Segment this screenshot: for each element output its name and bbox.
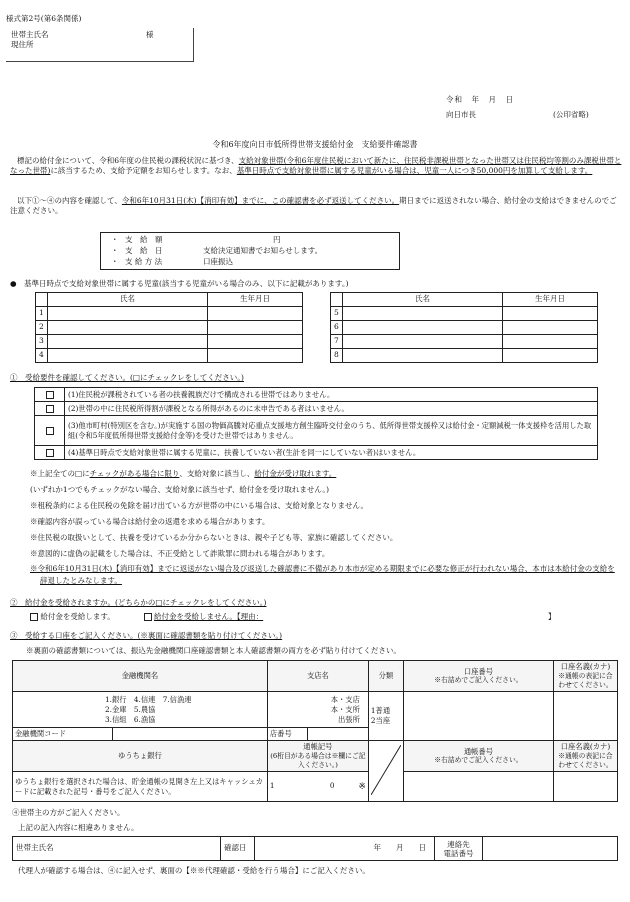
- institution-type-cell[interactable]: [13, 692, 268, 728]
- table-row: [36, 307, 303, 321]
- inst-type-1: 1.銀行 4.信連 7.信漁連: [105, 694, 192, 704]
- section3-heading: ③ 受給する口座をご記入ください。(※裏面に確認書類を貼り付けてください。): [10, 631, 283, 640]
- requirement-1-checkbox[interactable]: [46, 391, 54, 399]
- method-value: 口座振込: [203, 257, 233, 266]
- requirement-2: (2)世帯の中に住民税所得割が課税となる所得があるのに未申告である者はいません。: [65, 402, 598, 416]
- child-name-cell[interactable]: [48, 307, 208, 321]
- reason-close-bracket: 】: [548, 612, 556, 621]
- passbook-symbol-header: [267, 741, 368, 772]
- table-row: [331, 321, 598, 335]
- amount-label: 支 給 額: [125, 235, 163, 244]
- table-row: [331, 349, 598, 363]
- row-number: 4: [36, 349, 48, 363]
- amount-row: ・ 支 給 額 円: [111, 235, 281, 244]
- section2-heading: ② 給付金を受給されますか。(どちらかの□にチェックレをしてください。): [10, 598, 267, 607]
- child-name-cell[interactable]: [48, 335, 208, 349]
- col-holder-label: 口座名義(カナ): [560, 662, 611, 671]
- householder-sign-table: [12, 836, 618, 861]
- intro-p2-a: 以下①～④の内容を確認して、: [17, 196, 122, 205]
- payment-summary-box: [100, 232, 400, 270]
- note-3: ※租税条約による住民税の免除を届け出ている方が世帯の中にいる場合は、支給対象となりません。: [30, 501, 368, 510]
- inst-type-3: 3.信組 6.漁協: [105, 714, 156, 724]
- child-birth-cell[interactable]: [208, 307, 303, 321]
- account-number-cell[interactable]: [403, 692, 553, 741]
- section4-confirm: 上記の記入内容に相違ありません。: [18, 823, 139, 832]
- table-row: [35, 388, 598, 402]
- receive-yes-checkbox[interactable]: [30, 613, 38, 621]
- child-birth-cell[interactable]: [208, 321, 303, 335]
- date-label: 支 給 日: [125, 246, 163, 255]
- star-mark: ※: [358, 781, 366, 792]
- yucho-holder-note: ※通帳の表記に合わせてください。: [558, 751, 613, 770]
- receive-no-checkbox[interactable]: [144, 613, 152, 621]
- child-name-cell[interactable]: [48, 321, 208, 335]
- note-1-d: 給付金が受け取れます。: [254, 469, 337, 478]
- section4-footer: 代理人が確認する場合は、④に記入せず、裏面の【※※代理確認・受給を行う場合】にご記入ください。: [18, 866, 370, 875]
- note-1: [30, 469, 622, 479]
- yucho-description: ゆうちょ銀行を選択された場合は、貯金通帳の見開き左上又はキャッシュカードに記載された記号・番号をご記入ください。: [13, 772, 268, 802]
- branch-type-3: 出張所: [338, 714, 360, 724]
- sign-name-input[interactable]: [71, 837, 221, 861]
- row-number: 5: [331, 307, 343, 321]
- date-line: 令和 年 月 日: [446, 95, 514, 104]
- requirements-table: [34, 387, 598, 460]
- note-1-b: チェックがある場合に限り: [89, 469, 180, 478]
- inst-type-2: 2.金庫 5.農協: [105, 704, 156, 714]
- table-row: [331, 307, 598, 321]
- receive-no-label: 給付金を受給しません。【理由：: [153, 612, 264, 621]
- col-branch: 支店名: [267, 661, 368, 692]
- confirm-date-value[interactable]: 年 月 日: [255, 837, 435, 861]
- col-birth: 生年月日: [503, 293, 598, 307]
- note-1-a: ※上記全ての□に: [30, 469, 90, 478]
- section1-heading: ① 受給要件を確認してください。(□にチェックレをしてください。): [10, 373, 244, 382]
- col-birth: 生年月日: [208, 293, 303, 307]
- yucho-label: ゆうちょ銀行: [13, 741, 268, 772]
- digit-1: 1: [269, 780, 275, 790]
- table-row: [331, 335, 598, 349]
- method-label: 支 給 方 法: [125, 257, 163, 266]
- yucho-holder-header: [553, 741, 617, 772]
- child-birth-cell[interactable]: [208, 335, 303, 349]
- contact-input[interactable]: [483, 837, 618, 861]
- row-number: 2: [36, 321, 48, 335]
- col-institution: 金融機関名: [13, 661, 268, 692]
- table-row: [35, 416, 598, 446]
- child-birth-cell[interactable]: [503, 307, 598, 321]
- branch-type-cell[interactable]: [267, 692, 368, 728]
- form-id: 様式第2号(第6条関係): [6, 14, 82, 23]
- branch-type-2: 本・支所: [330, 704, 360, 714]
- yucho-holder-label: 口座名義(カナ): [560, 742, 611, 752]
- child-birth-cell[interactable]: [503, 349, 598, 363]
- col-name: 氏名: [343, 293, 503, 307]
- table-row: [36, 335, 303, 349]
- child-name-cell[interactable]: [48, 349, 208, 363]
- institution-code-label: 金融機関コード: [13, 728, 113, 741]
- intro-p1-b: 支給対象世帯(令和6年度住民税において新たに、住民税非課税世帯となった世帯又は住民税均等割のみ課税世帯となった世帯): [10, 156, 622, 176]
- intro-paragraph-1: [10, 156, 622, 176]
- contact-label: 連絡先 電話番号: [435, 837, 483, 861]
- intro-p1-a: 標記の給付金について、令和6年度の住民税の課税状況に基づき、: [17, 156, 239, 165]
- col-holder: [553, 661, 617, 692]
- note-4: ※確認内容が誤っている場合は給付金の返還を求める場合があります。: [30, 517, 270, 526]
- account-type-2: 2当座: [370, 716, 391, 726]
- account-note: ※右詰めでご記入ください。: [434, 676, 523, 685]
- yucho-number-header: [403, 741, 553, 772]
- section2-options: [30, 612, 590, 622]
- child-birth-cell[interactable]: [503, 321, 598, 335]
- intro-p1-d: 基準日時点で支給対象世帯に属する児童がいる場合は、児童一人につき50,000円を加算して支給します。: [236, 166, 593, 176]
- bank-account-table: [12, 660, 618, 802]
- account-holder-cell[interactable]: [553, 692, 617, 741]
- diagonal-cell: [368, 741, 403, 802]
- requirement-4: (4)基準日時点で支給対象世帯に属する児童に、扶養していない者(生計を同一にしていない者)はいません。: [65, 446, 598, 460]
- note-2: (いずれか1つでもチェックがない場合、支給対象に該当せず、給付金を受け取れません。): [30, 485, 329, 494]
- table-row: [35, 402, 598, 416]
- child-name-cell[interactable]: [343, 335, 503, 349]
- row-number: 3: [36, 335, 48, 349]
- bullet-icon: ●: [10, 279, 25, 288]
- holder-note: ※通帳の表記に合わせてください。: [558, 671, 613, 690]
- child-name-cell[interactable]: [343, 321, 503, 335]
- passbook-note: (6桁目がある場合は※欄にご記入ください。): [270, 751, 366, 770]
- confirm-date-label: 確認日: [221, 837, 255, 861]
- honorific: 様: [146, 30, 154, 39]
- intro-paragraph-2: [10, 196, 622, 216]
- diagonal-line-icon: [371, 745, 401, 795]
- col-type: 分類: [368, 661, 403, 692]
- table-row: [36, 321, 303, 335]
- child-name-cell[interactable]: [343, 349, 503, 363]
- col-name: 氏名: [48, 293, 208, 307]
- intro-p2-b: 令和6年10月31日(木)【消印有効】までに、この確認書を必ず返送してください。: [121, 196, 400, 205]
- account-type-cell[interactable]: [368, 692, 403, 741]
- requirement-3: (3)他市町村(特別区を含む。)が実施する国の物価高騰対応重点支援地方創生臨時交付金のうち、低所得世帯支援枠又は給付金・定額減税一体支援枠を活用した取組(令和5年度低所得世帯支援給付金等)を受けた世帯ではありません。: [65, 416, 598, 446]
- method-row: ・ 支 給 方 法 口座振込: [111, 257, 233, 266]
- seal-omitted-note: (公印省略): [553, 110, 589, 119]
- section3-note: ※裏面の確認書類については、振込先金融機関口座確認書類と本人確認書類の両方を必ず貼り付けてください。: [26, 646, 401, 655]
- passbook-label: 通帳記号: [303, 742, 333, 752]
- account-type-1: 1普通: [370, 706, 391, 716]
- householder-label: 世帯主氏名: [11, 30, 49, 39]
- yucho-number-label: 通帳番号: [463, 746, 493, 756]
- children-heading: [10, 279, 349, 289]
- householder-box: [6, 28, 194, 62]
- yucho-account-note: ※右詰めでご記入ください。: [434, 756, 523, 765]
- branch-type-1: 本・支店: [330, 694, 360, 704]
- note-1-c: 、支給対象に該当し、: [179, 469, 255, 478]
- child-birth-cell[interactable]: [208, 349, 303, 363]
- mayor-name: 向日市長: [446, 110, 476, 119]
- intro-p2-c: 期日までに返送されない場合、給付金の支給はできませんのでご注意ください。: [10, 196, 617, 216]
- yucho-number-input[interactable]: [403, 772, 553, 802]
- passbook-symbol-input[interactable]: [267, 772, 368, 802]
- address-label: 現住所: [11, 40, 34, 50]
- sign-name-label: 世帯主氏名: [13, 837, 71, 861]
- children-heading-text: 基準日時点で支給対象世帯に属する児童(該当する児童がいる場合のみ、以下に記載があります。): [24, 279, 349, 288]
- requirement-2-checkbox[interactable]: [46, 405, 54, 413]
- branch-number-label: 店番号: [267, 728, 307, 741]
- digit-0: 0: [329, 780, 335, 790]
- note-6: ※意図的に虚偽の記載をした場合は、不正受給として詐欺罪に問われる場合があります。: [30, 549, 330, 558]
- row-number: 6: [331, 321, 343, 335]
- row-number: 7: [331, 335, 343, 349]
- child-name-cell[interactable]: [343, 307, 503, 321]
- requirement-3-checkbox[interactable]: [46, 427, 54, 435]
- branch-number-input[interactable]: [307, 728, 368, 741]
- row-number: 1: [36, 307, 48, 321]
- children-table-right: [330, 292, 598, 363]
- amount-unit: 円: [273, 235, 281, 244]
- receive-yes-label: 給付金を受給します。: [40, 612, 115, 621]
- page-title: 令和6年度向日市低所得世帯支援給付金 支給要件確認書: [212, 140, 418, 149]
- children-table-left: [35, 292, 303, 363]
- requirement-4-checkbox[interactable]: [46, 449, 54, 457]
- child-birth-cell[interactable]: [503, 335, 598, 349]
- note-7: ※令和6年10月31日(木)【消印有効】までに返送がない場合及び返送した確認書に不備があり本市が定める期限までに必要な修正が行われない場合、本市は本給付金の支給を辞退したとみなします。: [30, 564, 615, 585]
- section4-heading: ④世帯主の方がご記入ください。: [12, 808, 125, 817]
- date-value: 支給決定通知書でお知らせします。: [203, 246, 323, 255]
- requirement-1: (1)住民税が課税されている者の扶養親族だけで構成される世帯ではありません。: [65, 388, 598, 402]
- yucho-holder-input[interactable]: [553, 772, 617, 802]
- col-account-label: 口座番号: [463, 666, 493, 676]
- table-row: [35, 446, 598, 460]
- institution-code-input[interactable]: [113, 728, 268, 741]
- col-account: [403, 661, 553, 692]
- table-row: [36, 349, 303, 363]
- row-number: 8: [331, 349, 343, 363]
- date-row: ・ 支 給 日 支給決定通知書でお知らせします。: [111, 246, 323, 255]
- intro-p1-c: に該当するため、支給予定額をお知らせします。なお、: [50, 166, 237, 176]
- note-5: ※住民税の取扱いとして、扶養を受けているか分からないときは、親や子ども等、家族に確認してください。: [30, 533, 398, 542]
